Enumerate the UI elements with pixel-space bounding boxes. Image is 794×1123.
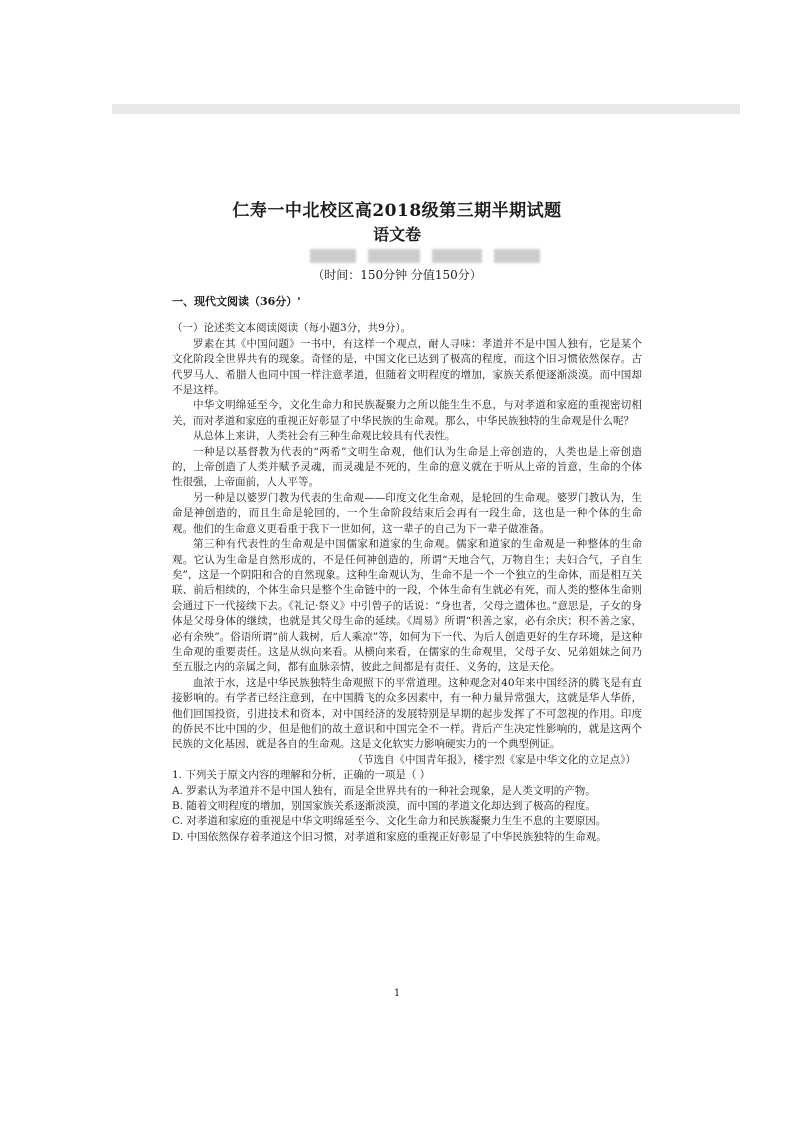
scan-top-border bbox=[112, 104, 740, 114]
answer-option-d: D. 中国依然保存着孝道这个旧习惯，对孝道和家庭的重视正好彰显了中华民族独特的生命观。 bbox=[172, 830, 607, 843]
passage-paragraph: 第三种有代表性的生命观是中国儒家和道家的生命观。儒家和道家的生命观是一种整体的生命观。它认为生命是自然形成的，不是任何神创造的，所谓“天地合气，万物自生；夫妇合气，子自生矣”，这是一个阴阳和合的自然现象。这种生命观认为，生命不是一个一个独立的生命体，而是相互关联、前后相续的，个体生命只是整个生命链中的一段，个体生命有生就必有死，而人类的整体生命则会通过下一代接续下去。《礼记·祭义》中引曾子的话说：“身也者，父母之遗体也。”意思是，子女的身体是父母身体的继续，也就是其父母生命的延续。《周易》所谓“积善之家，必有余庆；积不善之家，必有余殃”。俗语所谓“前人栽树，后人乘凉”等，如何为下一代、为后人创造更好的生存环境，是这种生命观的重要责任。这是从纵向来看。从横向来看，在儒家的生命观里，父母子女、兄弟姐妹之间乃至五服之内的亲属之间，都有血脉亲情，彼此之间都是有责任、义务的，这是天伦。 bbox=[172, 538, 642, 674]
time-and-score: （时间：150分钟 分值150分） bbox=[312, 268, 482, 282]
exam-title: 仁寿一中北校区高2018级第三期半期试题 bbox=[232, 201, 562, 221]
passage-paragraph: 从总体上来讲，人类社会有三种生命观比较具有代表性。 bbox=[193, 430, 456, 443]
answer-option-b: B. 随着文明程度的增加，别国家族关系逐渐淡漠，而中国的孝道文化却达到了极高的程度。 bbox=[172, 800, 596, 812]
section-title: 一、现代文阅读（36分）' bbox=[172, 295, 301, 308]
page-number: 1 bbox=[393, 988, 401, 999]
redacted-block bbox=[368, 249, 420, 263]
answer-option-c: C. 对孝道和家庭的重视是中华文明绵延至今、文化生命力和民族凝聚力生生不息的主要原因。 bbox=[172, 815, 607, 828]
redacted-block bbox=[432, 249, 482, 263]
passage-paragraph: 罗素在其《中国问题》一书中，有这样一个观点，耐人寻味：孝道并不是中国人独有，它是某个文化阶段全世界共有的现象。奇怪的是，中国文化已达到了极高的程度，而这个旧习惯依然保存。古代罗马人、希腊人也同中国一样注意孝道，但随着文明程度的增加，家族关系便逐渐淡漠。而中国却不是这样。 bbox=[172, 337, 642, 397]
exam-content bbox=[172, 294, 642, 845]
redacted-info bbox=[310, 249, 540, 263]
question-stem: 1. 下列关于原文内容的理解和分析，正确的一项是（ ） bbox=[172, 769, 431, 782]
redacted-block bbox=[310, 249, 356, 263]
exam-subject: 语文卷 bbox=[372, 225, 421, 244]
passage-paragraph: 中华文明绵延至今，文化生命力和民族凝聚力之所以能生生不息，与对孝道和家庭的重视密切相关，而对孝道和家庭的重视正好彰显了中华民族的生命观。那么，中华民族独特的生命观是什么呢？ bbox=[172, 399, 642, 427]
answer-option-a: A. 罗素认为孝道并不是中国人独有，而是全世界共有的一种社会现象，是人类文明的产物。 bbox=[172, 784, 596, 797]
passage-source: （节选自《中国青年报》，楼宇烈《家是中华文化的立足点》） bbox=[352, 753, 636, 766]
passage-paragraph: 一种是以基督教为代表的“两希”文明生命观，他们认为生命是上帝创造的，人类也是上帝创造的，上帝创造了人类并赋予灵魂，而灵魂是不死的，生命的意义就在于听从上帝的旨意，生命的个体性很强，上帝面前，人人平等。 bbox=[172, 445, 642, 489]
redacted-block bbox=[494, 249, 540, 263]
subsection-heading: （一）论述类文本阅读阅读（每小题3分，共9分）。 bbox=[172, 322, 412, 335]
passage-paragraph: 另一种是以婆罗门教为代表的生命观——印度文化生命观，是轮回的生命观。婆罗门教认为，生命是神创造的，而且生命是轮回的，一个生命阶段结束后会再有一段生命，这也是一种个体的生命观。他们的生命意义更看重于我下一世如何，这一辈子的自己为下一辈子做准备。 bbox=[172, 491, 642, 535]
passage-paragraph: 血浓于水，这是中华民族独特生命观照下的平常道理。这种观念对40年来中国经济的腾飞是有直接影响的。有学者已经注意到，在中国腾飞的众多因素中，有一种力量异常强大，这就是华人华侨，他们回国投资，引进技术和资本，对中国经济的发展特别是早期的起步发挥了不可忽视的作用。印度的侨民不比中国的少，但是他们的故土意识和中国完全不一样。背后产生决定性影响的，就是这两个民族的文化基因，就是各自的生命观。这是文化软实力影响硬实力的一个典型例证。 bbox=[172, 676, 642, 751]
